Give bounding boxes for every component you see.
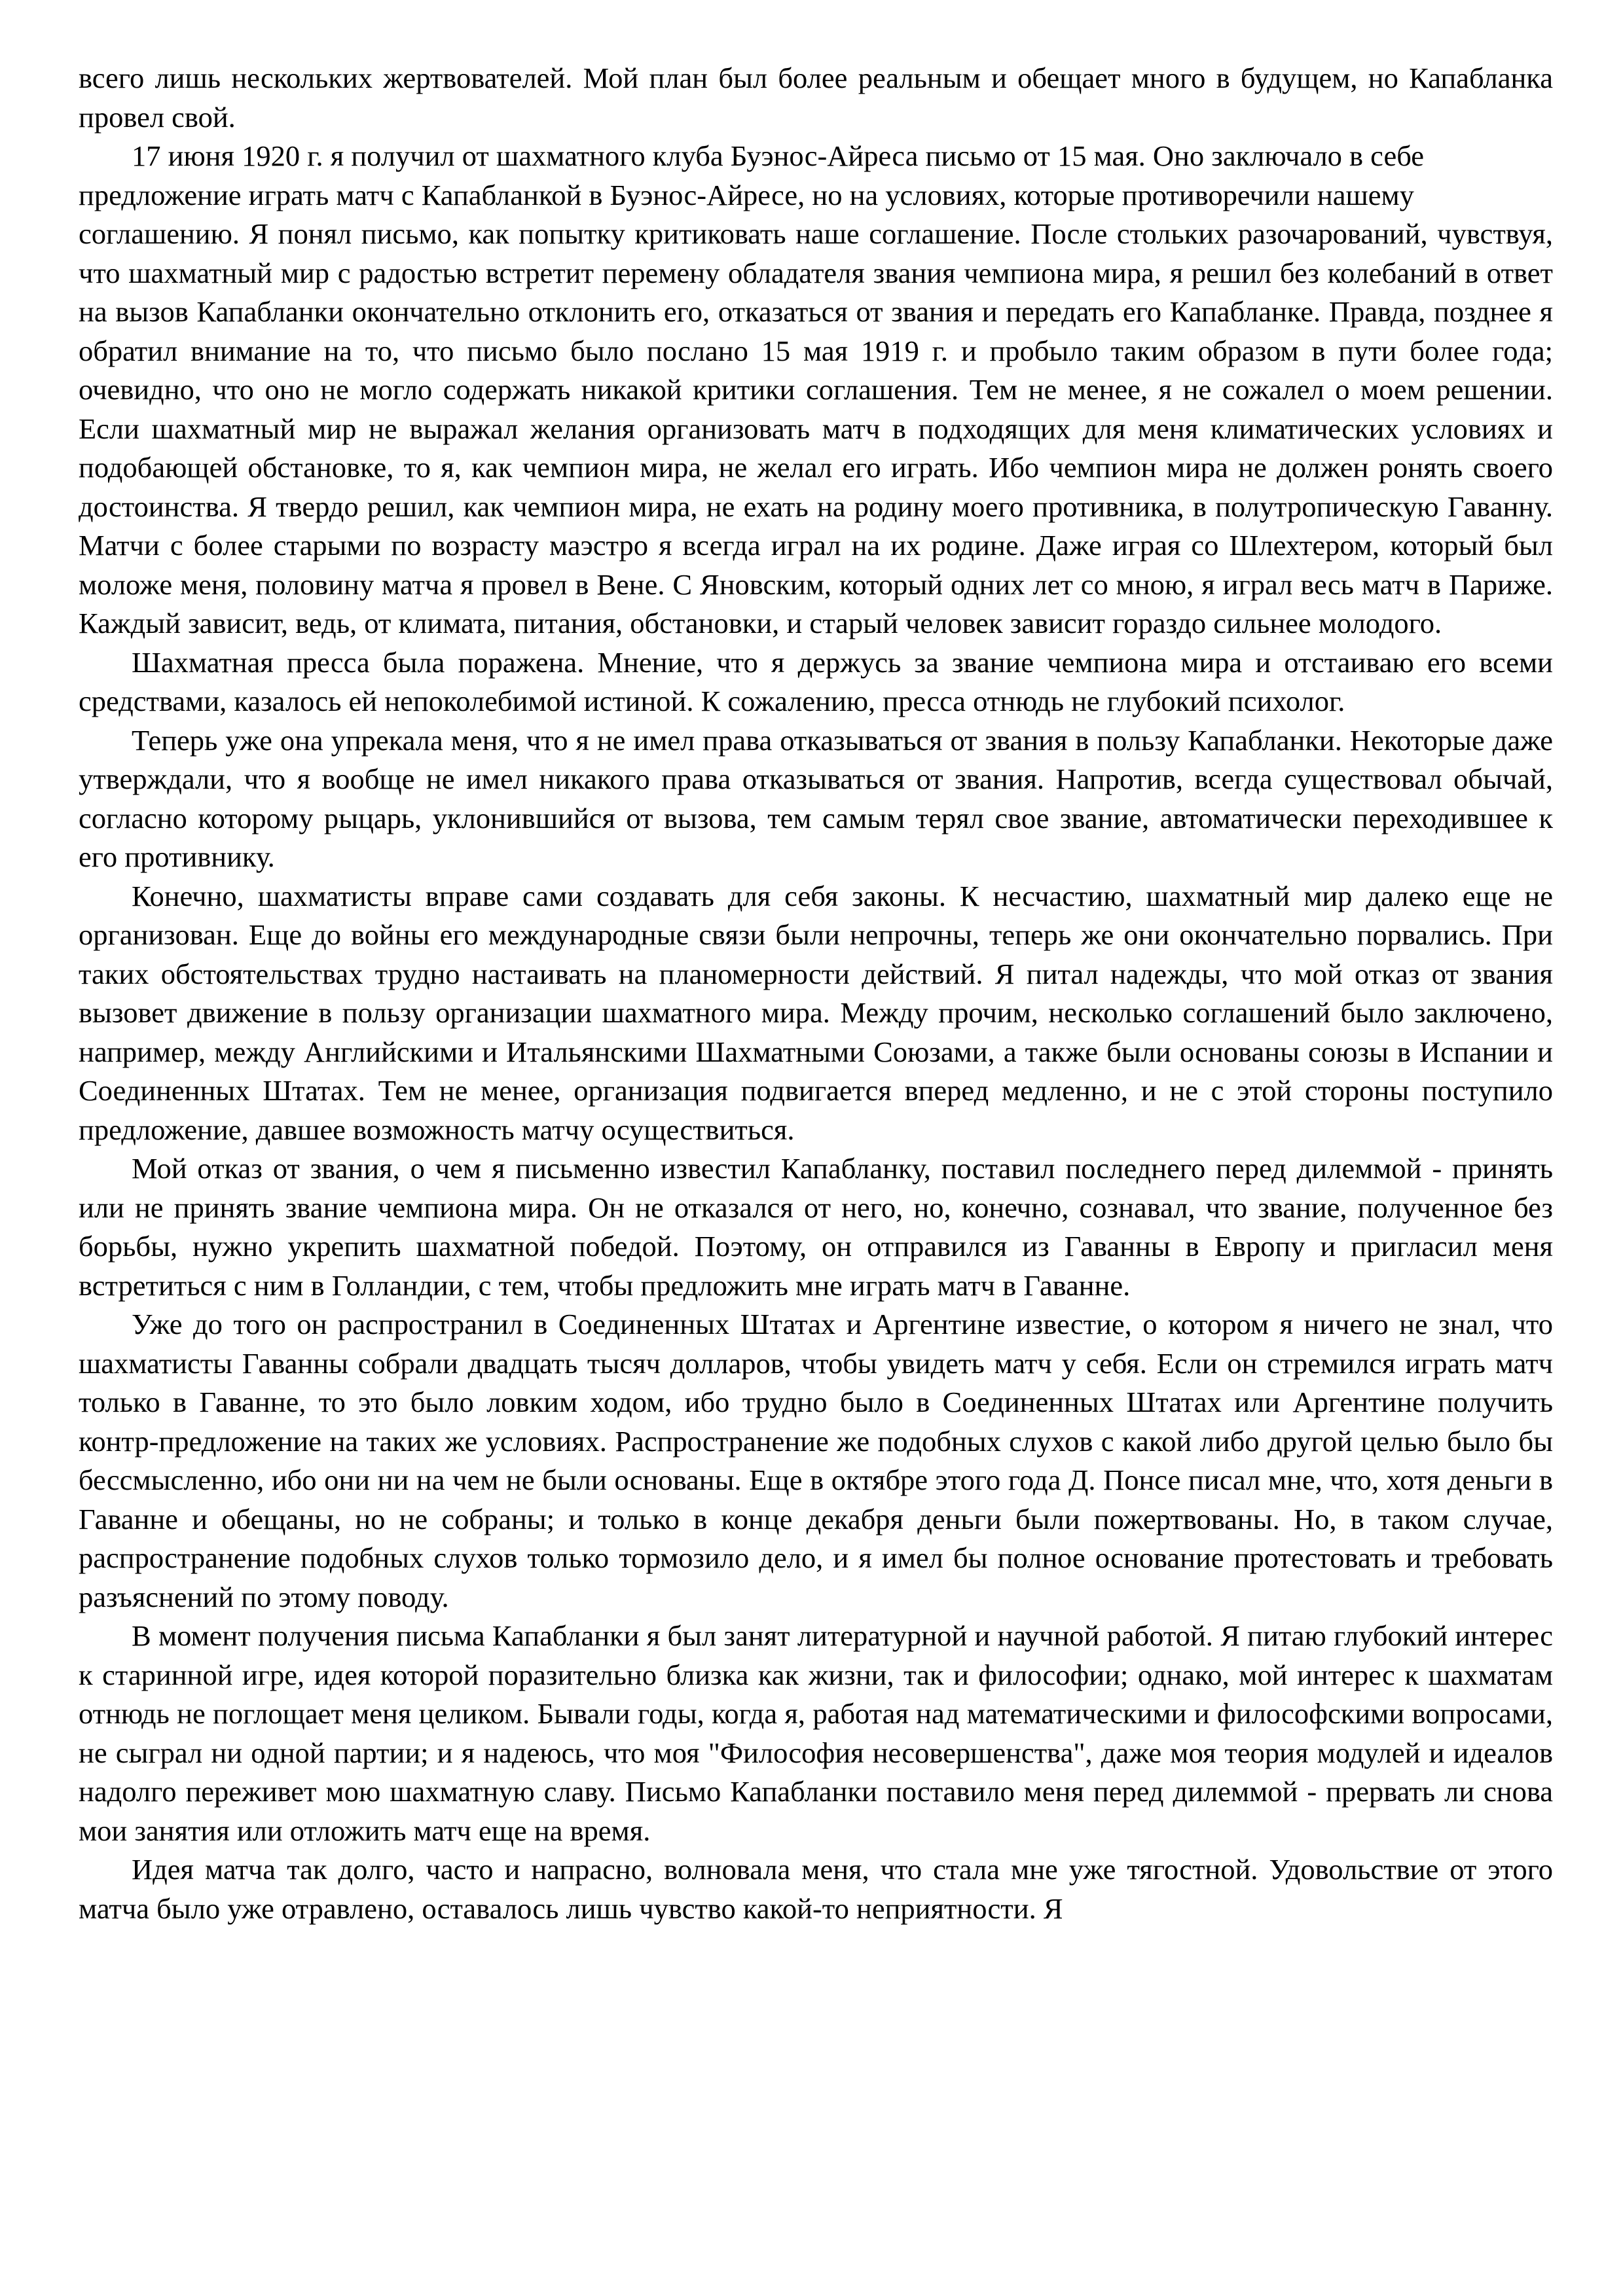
paragraph-dilemma: Мой отказ от звания, о чем я письменно известил Капабланку, поставил последнего перед дилеммой - принять или не принять звание чемпиона мира. Он не отказался от него, но, конечно, сознавал, что звание, полученное без борьбы, нужно укрепить шахматной победой. Поэтому, он отправился из Гаванны в Европу и пригласил меня встретиться с ним в Голландии, с тем, чтобы предложить мне играть матч в Гаванне. <box>79 1152 1553 1302</box>
paragraph-organization: Конечно, шахматисты вправе сами создавать для себя законы. К несчастию, шахматный мир далеко еще не организован. Еще до войны его международные связи были непрочны, теперь же они окончательно порвались. При таких обстоятельствах трудно настаивать на планомерности действий. Я питал надежды, что мой отказ от звания вызовет движение в пользу организации шахматного мира. Между прочим, несколько соглашений было заключено, например, между Английскими и Итальянскими Шахматными Союзами, а также были основаны союзы в Испании и Соединенных Штатах. Тем не менее, организация подвигается вперед медленно, и не с этой стороны поступило предложение, давшее возможность матчу осуществиться. <box>79 879 1553 1146</box>
paragraph-match-idea: Идея матча так долго, часто и напрасно, волновала меня, что стала мне уже тягостной. Удовольствие от этого матча было уже отравлено, оставалось лишь чувство какой-то неприятности. Я <box>79 1853 1553 1925</box>
paragraph-reproach: Теперь уже она упрекала меня, что я не имел права отказываться от звания в пользу Капабланки. Некоторые даже утверждали, что я вообще не имел никакого права отказываться от звания. Напротив, всегда существовал обычай, согласно которому рыцарь, уклонившийся от вызова, тем самым терял свое звание, автоматически переходившее к его противнику. <box>79 723 1553 873</box>
paragraph-press-reaction: Шахматная пресса была поражена. Мнение, что я держусь за звание чемпиона мира и отстаиваю его всеми средствами, казалось ей непоколебимой истиной. К сожалению, пресса отнюдь не глубокий психолог. <box>79 645 1553 717</box>
document-page <box>79 59 1553 1928</box>
paragraph-letter-received: 17 июня 1920 г. я получил от шахматного клуба Буэнос-Айреса письмо от 15 мая. Оно заключало в себе предложение играть матч с Капабланкой в Буэнос-Айресе, но на условиях, которые противоречили нашему <box>79 139 1425 211</box>
paragraph-continuation: всего лишь нескольких жертвователей. Мой план был более реальным и обещает много в будущем, но Капабланка провел свой. <box>79 62 1553 134</box>
paragraph-decision: соглашению. Я понял письмо, как попытку критиковать наше соглашение. После стольких разочарований, чувствуя, что шахматный мир с радостью встретит перемену обладателя звания чемпиона мира, я решил без колебаний в ответ на вызов Капабланки окончательно отклонить его, отказаться от звания и передать его Капабланке. Правда, позднее я обратил внимание на то, что письмо было послано 15 мая 1919 г. и пробыло таким образом в пути более года; очевидно, что оно не могло содержать никакой критики соглашения. Тем не менее, я не сожалел о моем решении. Если шахматный мир не выражал желания организовать матч в подходящих для меня климатических условиях и подобающей обстановке, то я, как чемпион мира, не желал его играть. Ибо чемпион мира не должен ронять своего достоинства. Я твердо решил, как чемпион мира, не ехать на родину моего противника, в полутропическую Гаванну. Матчи с более старыми по возрасту маэстро я всегда играл на их родине. Даже играя со Шлехтером, который был моложе меня, половину матча я провел в Вене. С Яновским, который одних лет со мною, я играл весь матч в Париже. Каждый зависит, ведь, от климата, питания, обстановки, и старый человек зависит гораздо сильнее молодого. <box>79 217 1553 639</box>
paragraph-rumors: Уже до того он распространил в Соединенных Штатах и Аргентине известие, о котором я ничего не знал, что шахматисты Гаванны собрали двадцать тысяч долларов, чтобы увидеть матч у себя. Если он стремился играть матч только в Гаванне, то это было ловким ходом, ибо трудно было в Соединенных Штатах или Аргентине получить контр-предложение на таких же условиях. Распространение же подобных слухов с какой либо другой целью было бы бессмысленно, ибо они ни на чем не были основаны. Еще в октябре этого года Д. Понсе писал мне, что, хотя деньги в Гаванне и обещаны, но не собраны; и только в конце декабря деньги были пожертвованы. Но, в таком случае, распространение подобных слухов только тормозило дело, и я имел бы полное основание протестовать и требовать разъяснений по этому поводу. <box>79 1308 1553 1613</box>
paragraph-work: В момент получения письма Капабланки я был занят литературной и научной работой. Я питаю глубокий интерес к старинной игре, идея которой поразительно близка как жизни, так и философии; однако, мой интерес к шахматам отнюдь не поглощает меня целиком. Бывали годы, когда я, работая над математическими и философскими вопросами, не сыграл ни одной партии; и я надеюсь, что моя "Философия несовершенства", даже моя теория модулей и идеалов надолго переживет мою шахматную славу. Письмо Капабланки поставило меня перед дилеммой - прервать ли снова мои занятия или отложить матч еще на время. <box>79 1619 1553 1847</box>
